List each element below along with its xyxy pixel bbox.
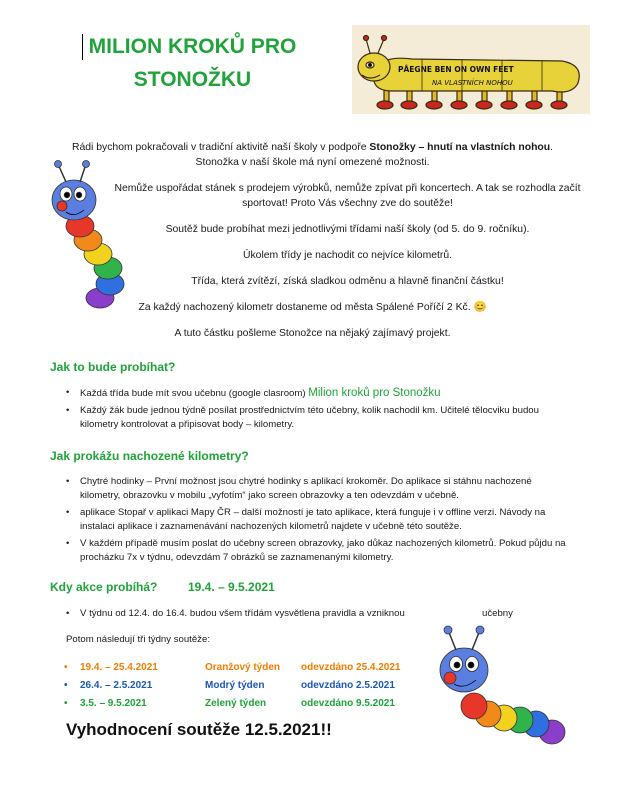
rounds-intro: Potom následují tři týdny soutěže: — [66, 634, 210, 645]
list-item: • Chytré hodinky – První možnost jsou chytré hodinky s aplikací krokoměr. Do aplikace si stáhnu nachozené kilometry, obrazovku v mobilu „vyfotím“ jako screen obrazovky a ten odevzdám v učebně. — [66, 475, 566, 503]
intro-paragraph-5: Třída, která zvítězí, získá sladkou odměnu a hlavně finanční částku! — [191, 276, 504, 287]
stonozka-bold-name: Stonožky – hnutí na vlastních nohou — [369, 142, 551, 153]
bullet-dot: • — [64, 680, 68, 691]
list-item: • Každá třída bude mít svou učebnu (google clasroom) Milion kroků pro Stonožku — [66, 386, 566, 401]
evaluation-announcement: Vyhodnocení soutěže 12.5.2021!! — [66, 720, 332, 739]
section-when-dates: 19.4. – 9.5.2021 — [188, 580, 275, 594]
stonozka-banner-image — [352, 25, 590, 114]
list-item: • V každém případě musím poslat do učebny screen obrazovky, jako důkaz nachozených kilometrů. Pokud půjdu na procházku 7x v týdnu, odevzdám 7 obrázků se zaznamenanými kilometry. — [66, 537, 566, 565]
intro-paragraph-4: Úkolem třídy je nachodit co nejvíce kilometrů. — [242, 250, 453, 261]
list-item: • V týdnu od 12.4. do 16.4. budou všem třídám vysvětlena pravidla a vzniknou — [66, 607, 426, 621]
intro-paragraph-3: Soutěž bude probíhat mezi jednotlivými třídami naší školy (od 5. do 9. ročníku). — [165, 224, 530, 235]
list-item-continuation: učebny — [482, 608, 513, 619]
intro-paragraph-7: A tuto částku pošleme Stonožce na nějaký zajímavý projekt. — [174, 328, 451, 339]
banner-text-line2: NA VLASTNÍCH NOHOU — [432, 79, 513, 87]
section-how-list — [66, 386, 566, 435]
section-heading-how: Jak to bude probíhat? — [50, 360, 176, 374]
smiley-icon: 😊 — [473, 302, 487, 313]
intro-paragraph-1: Rádi bychom pokračovali v tradiční aktivitě naší školy v podpoře Stonožky – hnutí na vlastních nohou. — [71, 142, 554, 153]
banner-text-line1: PÅEGNE BEN ON OWN FEET — [398, 65, 514, 74]
list-item: • Každý žák bude jednou týdně posílat prostřednictvím této učebny, kolik nachodil km. Učitelé tělocviku budou kilometry kontrolovat a připisovat body – kilometry. — [66, 404, 566, 432]
bullet-dot: • — [64, 698, 68, 709]
section-when-list — [66, 607, 426, 624]
intro-paragraph-2: Nemůže uspořádat stánek s prodejem výrobků, nemůže zpívat při koncertech. A tak se rozhodla začít sportovat! Proto Vás všechny zve do soutěže! — [114, 183, 581, 209]
section-proof-list — [66, 475, 566, 568]
section-heading-proof: Jak prokážu nachozené kilometry? — [50, 449, 249, 463]
page-title: MILION KROKŮ PRO STONOŽKU — [88, 35, 297, 91]
caterpillar-illustration-right — [420, 622, 570, 757]
intro-paragraph-1-line2: Stonožka v naší škole má nyní omezené možnosti. — [195, 157, 430, 168]
section-heading-when: Kdy akce probíhá? — [50, 580, 158, 594]
intro-section — [40, 140, 585, 341]
classroom-name: Milion kroků pro Stonožku — [308, 387, 441, 399]
intro-paragraph-6: Za každý nachozený kilometr dostaneme od města Spálené Poříčí 2 Kč. 😊 — [138, 302, 487, 313]
bullet-dot: • — [64, 662, 68, 673]
list-item: • aplikace Stopař v aplikaci Mapy ČR – další možností je tato aplikace, která funguje i v offline verzi. Návody na instalaci aplikace i zaznamenávání nachozených kilometrů najdete v učebně této soutěže. — [66, 506, 566, 534]
